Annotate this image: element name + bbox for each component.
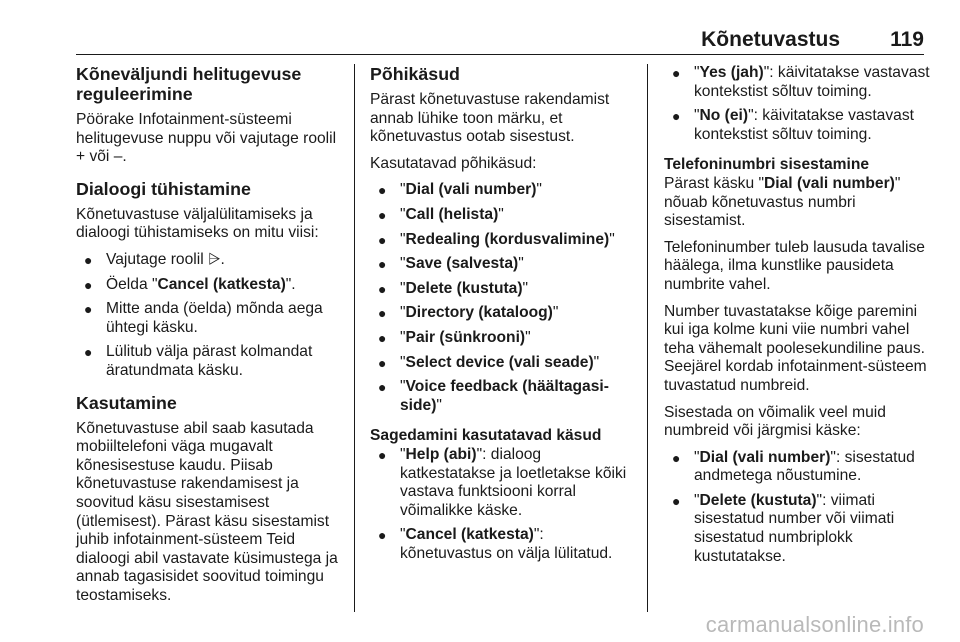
quote-mark: " <box>536 181 542 199</box>
bullet-icon: ● <box>378 231 387 248</box>
bullet-icon: ● <box>378 446 387 463</box>
command-text: Redealing (kordusvalimine) <box>405 230 610 248</box>
bullet-icon: ● <box>378 280 387 297</box>
quote-mark: " <box>400 526 406 544</box>
quote-mark: " <box>694 491 700 509</box>
frequent-commands-list <box>370 446 634 564</box>
command-description: : dialoog katkestatakse ja loetletakse kõiki vastava funktsiooni korral võimalikke käske. <box>400 445 627 519</box>
frequent-commands-list-cont <box>664 64 932 144</box>
command-text: Cancel (katkesta) <box>157 275 286 293</box>
column-3 <box>664 64 932 574</box>
list-item <box>370 378 634 415</box>
section-title-frequent-commands: Sagedamini kasutatavad käsud <box>370 427 602 445</box>
list-item <box>76 276 344 295</box>
list-item <box>370 255 634 274</box>
list-item <box>370 446 634 520</box>
bullet-icon: ● <box>378 329 387 346</box>
list-item <box>370 329 634 348</box>
bullet-icon: ● <box>672 449 681 466</box>
quote-mark: " <box>830 448 836 466</box>
bullet-icon: ● <box>378 354 387 371</box>
text: Pärast käsku " <box>664 174 765 192</box>
command-text: Delete (kustuta) <box>405 279 523 297</box>
quote-mark: " <box>400 353 406 371</box>
bullet-icon: ● <box>378 305 387 322</box>
basic-commands-list <box>370 181 634 415</box>
quote-mark: " <box>400 445 406 463</box>
column-2 <box>370 64 634 571</box>
section-title-usage: Kasutamine <box>76 392 177 413</box>
list-item <box>664 492 932 566</box>
list-item <box>76 300 344 337</box>
command-description: : sisestatud andmetega nõustumine. <box>694 448 915 485</box>
quote-mark: " <box>400 205 406 223</box>
command-text: Pair (sünkrooni) <box>405 328 526 346</box>
bullet-icon: ● <box>84 344 93 361</box>
bullet-icon: ● <box>84 251 93 268</box>
page-header <box>76 28 924 52</box>
list-item <box>370 206 634 225</box>
quote-mark: " <box>400 255 406 273</box>
quote-mark: " <box>400 378 406 396</box>
paragraph: Sisestada on võimalik veel muid numbreid või järgmisi käske: <box>664 403 886 440</box>
section-title-volume: Kõneväljundi helitugevuse reguleerimine <box>76 64 302 104</box>
paragraph: Telefoninumber tuleb lausuda tavalise häälega, ilma kunstlike pausideta numbrite vahel. <box>664 238 925 293</box>
command-description: : viimati sisestatud number või viimati sisestatud numbriplokk kustutatakse. <box>694 491 895 565</box>
command-text: Dial (vali number) <box>405 181 537 199</box>
command-text: Delete (kustuta) <box>699 491 817 509</box>
list-item-text: Mitte anda (öelda) mõnda aega ühtegi käsku. <box>106 300 323 336</box>
section-intro: Pärast kõnetuvastuse rakendamist annab lühike toon märku, et kõnetuvastus ootab sisestust. <box>370 91 610 146</box>
quote-mark: " <box>694 107 700 125</box>
paragraph <box>664 175 932 231</box>
quote-mark: " <box>763 64 770 81</box>
section-body-volume: Pöörake Infotainment-süsteemi helitugevuse nuppu või vajutage roolil + või –. <box>76 111 337 166</box>
quote-mark: " <box>400 230 406 248</box>
quote-mark: " <box>609 230 615 248</box>
header-title: Kõnetuvastus <box>701 28 840 51</box>
quote-mark: " <box>816 491 823 509</box>
command-text: Dial (vali number) <box>699 448 831 466</box>
command-description: : käivitatakse vastavast kontekstist sõltuv toiming. <box>694 107 914 143</box>
list-item-text: Vajutage roolil <box>106 250 204 268</box>
command-text: Cancel (katkesta) <box>405 526 534 544</box>
quote-mark: " <box>400 181 406 199</box>
quote-mark: " <box>593 353 600 371</box>
section-title-phone-number-entry: Telefoninumbri sisestamine <box>664 156 870 174</box>
list-item-text: ". <box>285 275 296 293</box>
quote-mark: " <box>400 328 406 346</box>
section-title-basic-commands: Põhikäsud <box>370 64 460 84</box>
number-entry-commands-list <box>664 449 932 567</box>
quote-mark: " <box>525 328 531 346</box>
command-text: Help (abi) <box>405 445 477 463</box>
bullet-icon: ● <box>672 108 681 125</box>
command-text: Save (salvesta) <box>405 255 519 273</box>
cancel-methods-list <box>76 251 344 381</box>
command-text: Directory (kataloog) <box>405 304 553 322</box>
command-text: Yes (jah) <box>699 64 764 81</box>
list-item <box>370 526 634 563</box>
list-item-text: Lülitub välja pärast kolmandat äratundmata käsku. <box>106 343 313 379</box>
column-divider-1 <box>354 64 355 612</box>
quote-mark: " <box>400 304 406 322</box>
paragraph: Number tuvastatakse kõige paremini kui iga kolme kuni viie numbri vahel teha vähemalt poolesekundiline paus. Seejärel kordab infotainment-süsteem tuvastatud numbreid. <box>664 302 927 394</box>
quote-mark: " <box>694 64 700 81</box>
list-item <box>664 107 932 144</box>
list-intro: Kasutatavad põhikäsud: <box>370 154 537 172</box>
quote-mark: " <box>518 255 524 273</box>
quote-mark: " <box>400 279 406 297</box>
list-item-text: Öelda " <box>106 275 158 293</box>
watermark: carmanualsonline.info <box>705 612 924 637</box>
section-body-usage: Kõnetuvastuse abil saab kasutada mobiiltelefoni väga mugavalt kõnesisestuse kaudu. Piisab kõnetuvastuse rakendamisest ja soovitud käsu sisestamisest (ütlemisest). Pärast käsu sisestamist juhib infotainment-süsteem Teid dialoogi abil vastavate küsimustega ja annab tagasisidet soovitud toimingu teostamiseks. <box>76 419 338 604</box>
bullet-icon: ● <box>378 206 387 223</box>
bullet-icon: ● <box>378 256 387 273</box>
list-item <box>370 304 634 323</box>
bullet-icon: ● <box>672 65 681 81</box>
section-body-cancel-dialog: Kõnetuvastuse väljalülitamiseks ja dialoogi tühistamiseks on mitu viisi: <box>76 205 319 242</box>
list-item <box>370 280 634 299</box>
command-text: Voice feedback (häältagasi-side) <box>400 378 609 414</box>
list-item <box>370 354 634 373</box>
header-rule <box>76 54 924 55</box>
text: " nõuab kõnetuvastus numbri sisestamist. <box>664 174 901 230</box>
command-text: Select device (vali seade) <box>405 353 594 371</box>
column-1 <box>76 64 344 613</box>
bullet-icon: ● <box>84 276 93 293</box>
quote-mark: " <box>476 445 483 463</box>
quote-mark: " <box>748 107 754 125</box>
quote-mark: " <box>552 304 559 322</box>
command-description: : käivitatakse vastavast kontekstist sõltuv toiming. <box>694 64 930 100</box>
list-item <box>664 64 932 101</box>
page-number: 119 <box>890 28 924 51</box>
list-item <box>370 181 634 200</box>
steering-wheel-voice-icon: ⩥. <box>208 250 225 268</box>
list-item <box>370 231 634 250</box>
command-text: Call (helista) <box>405 205 499 223</box>
column-divider-2 <box>647 64 648 612</box>
bullet-icon: ● <box>84 301 93 318</box>
command-text: Dial (vali number) <box>764 174 895 192</box>
list-item <box>664 449 932 486</box>
quote-mark: " <box>533 526 540 544</box>
list-item <box>76 343 344 380</box>
bullet-icon: ● <box>378 527 387 544</box>
quote-mark: " <box>694 448 700 466</box>
command-description: : kõnetuvastus on välja lülitatud. <box>400 526 613 562</box>
section-title-cancel-dialog: Dialoogi tühistamine <box>76 178 251 199</box>
bullet-icon: ● <box>378 379 387 396</box>
quote-mark: " <box>522 279 529 297</box>
bullet-icon: ● <box>672 492 681 509</box>
command-text: No (ei) <box>699 107 749 125</box>
quote-mark: " <box>436 396 442 414</box>
bullet-icon: ● <box>378 182 387 199</box>
list-item <box>76 251 344 270</box>
quote-mark: " <box>498 205 504 223</box>
